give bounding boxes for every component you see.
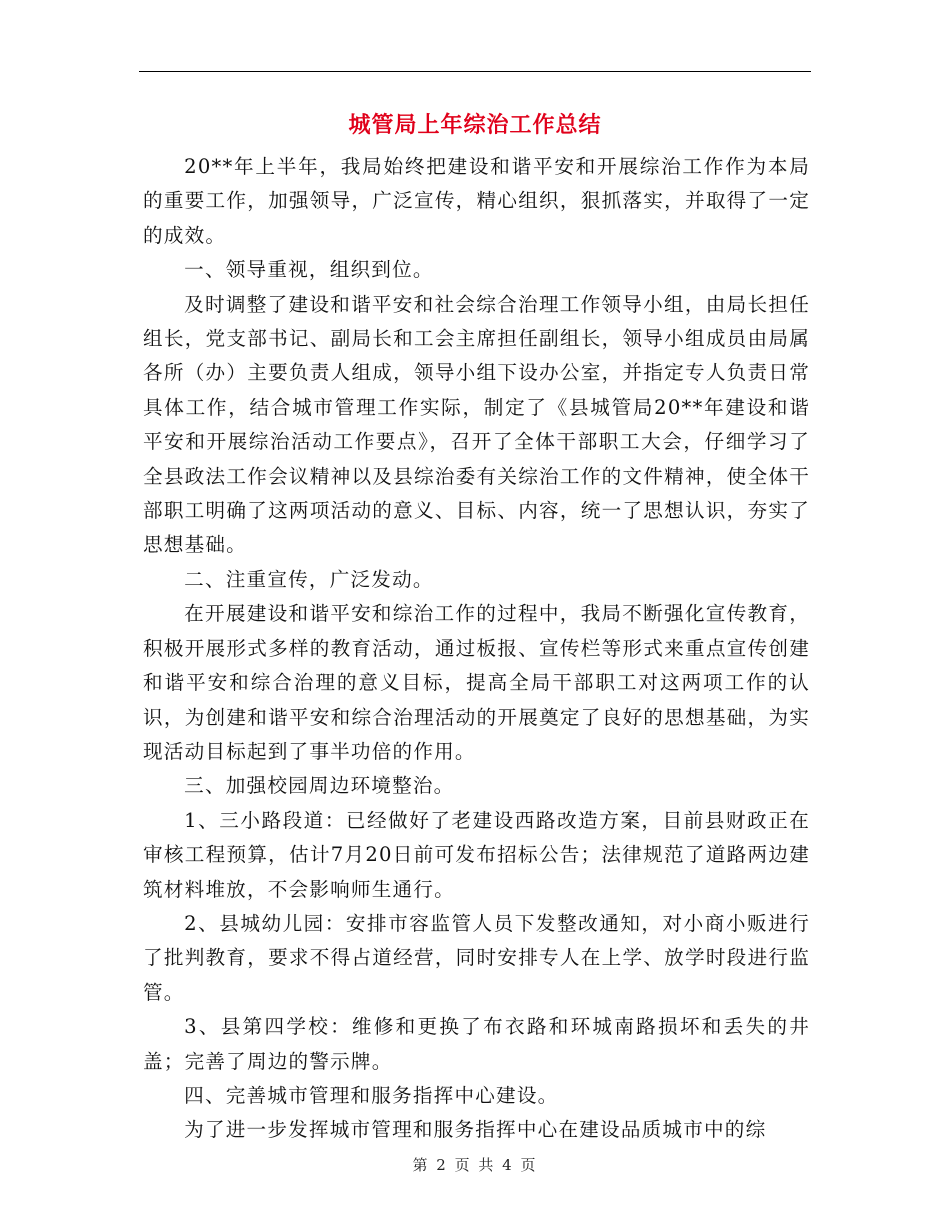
list-item: 3、县第四学校：维修和更换了布衣路和环城南路损坏和丢失的井盖；完善了周边的警示牌。 xyxy=(143,1015,810,1073)
section-heading-1: 一、领导重视，组织到位。 xyxy=(184,258,434,282)
section-heading-2: 二、注重宣传，广泛发动。 xyxy=(184,567,434,591)
page-number-footer: 第 2 页 共 4 页 xyxy=(412,1156,538,1174)
header-rule xyxy=(139,71,811,72)
document-title: 城管局上年综治工作总结 xyxy=(348,113,602,138)
paragraph: 为了进一步发挥城市管理和服务指挥中心在建设品质城市中的综 xyxy=(184,1118,767,1142)
paragraph-intro: 20**年上半年，我局始终把建设和谐平安和开展综治工作作为本局的重要工作，加强领导，广泛宣传，精心组织，狠抓落实，并取得了一定的成效。 xyxy=(143,155,810,247)
paragraph: 在开展建设和谐平安和综治工作的过程中，我局不断强化宣传教育，积极开展形式多样的教育活动，通过板报、宣传栏等形式来重点宣传创建和谐平安和综合治理的意义目标，提高全局干部职工对这两项工作的认识，为创建和谐平安和综合治理活动的开展奠定了良好的思想基础，为实现活动目标起到了事半功倍的作用。 xyxy=(143,602,810,763)
paragraph: 及时调整了建设和谐平安和社会综合治理工作领导小组，由局长担任组长，党支部书记、副局长和工会主席担任副组长，领导小组成员由局属各所（办）主要负责人组成，领导小组下设办公室，并指定专人负责日常具体工作，结合城市管理工作实际，制定了《县城管局20**年建设和谐平安和开展综治活动工作要点》，召开了全体干部职工大会，仔细学习了全县政法工作会议精神以及县综治委有关综治工作的文件精神，使全体干部职工明确了这两项活动的意义、目标、内容，统一了思想认识，夯实了思想基础。 xyxy=(143,292,810,557)
document-body xyxy=(143,150,810,1148)
section-heading-4: 四、完善城市管理和服务指挥中心建设。 xyxy=(184,1083,559,1107)
section-heading-3: 三、加强校园周边环境整治。 xyxy=(184,774,455,798)
list-item: 1、三小路段道：已经做好了老建设西路改造方案，目前县财政正在审核工程预算，估计7月20日前可发布招标公告；法律规范了道路两边建筑材料堆放，不会影响师生通行。 xyxy=(143,808,810,901)
list-item: 2、县城幼儿园：安排市容监管人员下发整改通知，对小商小贩进行了批判教育，要求不得占道经营，同时安排专人在上学、放学时段进行监管。 xyxy=(143,911,810,1004)
